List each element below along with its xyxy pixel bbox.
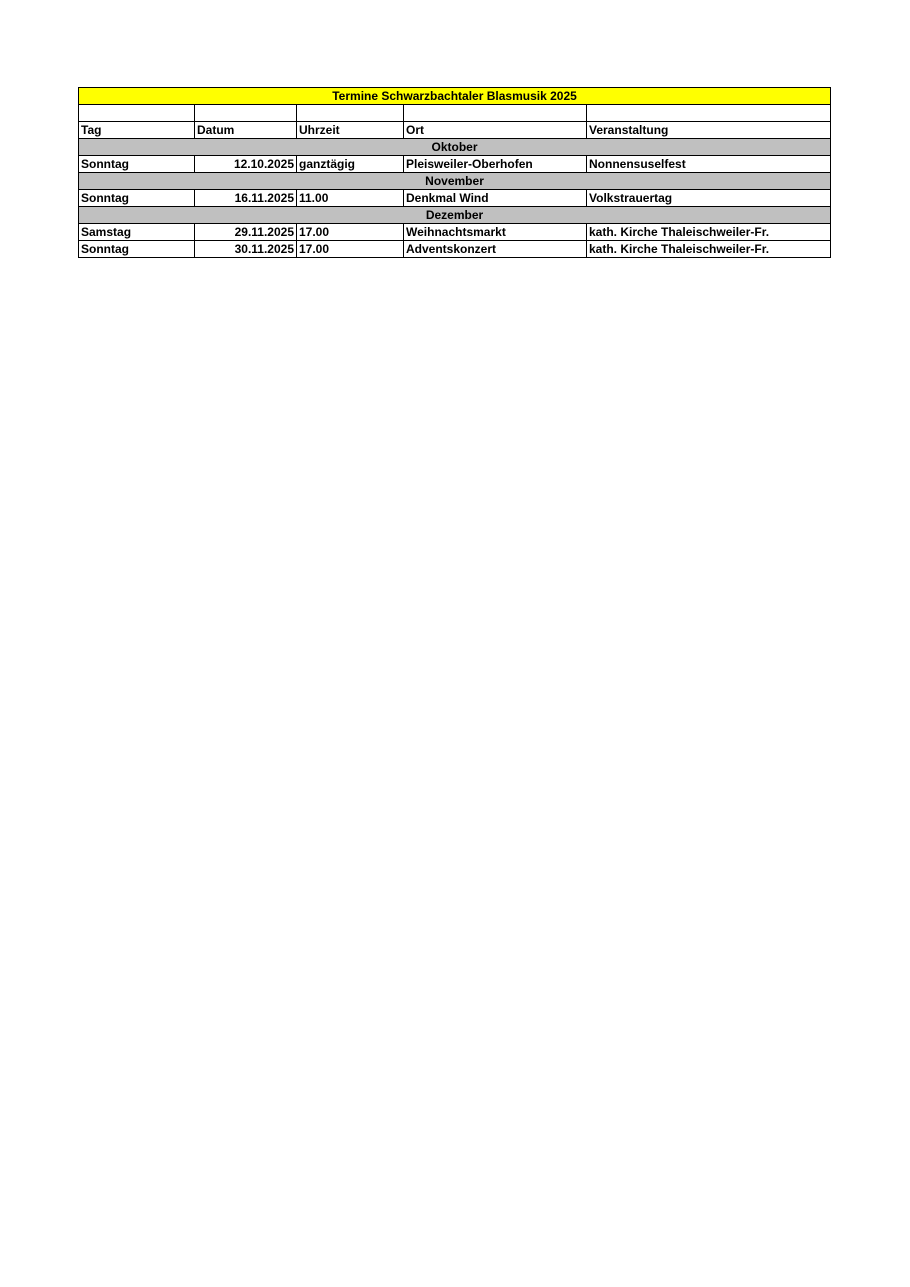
cell-tag: Samstag (79, 224, 195, 241)
month-row-oktober (79, 139, 831, 156)
cell-veranstaltung: kath. Kirche Thaleischweiler-Fr. (587, 241, 831, 258)
month-row-dezember (79, 207, 831, 224)
empty-cell (297, 105, 404, 122)
header-row (79, 122, 831, 139)
column-header-ort: Ort (404, 122, 587, 139)
title-row (79, 88, 831, 105)
cell-datum: 29.11.2025 (195, 224, 297, 241)
cell-veranstaltung: Nonnensuselfest (587, 156, 831, 173)
cell-ort: Pleisweiler-Oberhofen (404, 156, 587, 173)
month-label: November (79, 173, 831, 190)
schedule-sheet (78, 87, 830, 258)
cell-tag: Sonntag (79, 156, 195, 173)
empty-cell (79, 105, 195, 122)
column-header-datum: Datum (195, 122, 297, 139)
cell-uhrzeit: 17.00 (297, 241, 404, 258)
cell-uhrzeit: 11.00 (297, 190, 404, 207)
month-row-november (79, 173, 831, 190)
empty-cell (587, 105, 831, 122)
cell-veranstaltung: Volkstrauertag (587, 190, 831, 207)
spacer-row (79, 105, 831, 122)
column-header-veranstaltung: Veranstaltung (587, 122, 831, 139)
table-row (79, 190, 831, 207)
schedule-table (78, 87, 831, 258)
cell-tag: Sonntag (79, 241, 195, 258)
cell-ort: Weihnachtsmarkt (404, 224, 587, 241)
empty-cell (195, 105, 297, 122)
column-header-tag: Tag (79, 122, 195, 139)
column-header-uhrzeit: Uhrzeit (297, 122, 404, 139)
cell-uhrzeit: 17.00 (297, 224, 404, 241)
cell-datum: 16.11.2025 (195, 190, 297, 207)
cell-datum: 12.10.2025 (195, 156, 297, 173)
month-label: Oktober (79, 139, 831, 156)
cell-ort: Adventskonzert (404, 241, 587, 258)
month-label: Dezember (79, 207, 831, 224)
cell-veranstaltung: kath. Kirche Thaleischweiler-Fr. (587, 224, 831, 241)
table-row (79, 156, 831, 173)
table-row (79, 224, 831, 241)
empty-cell (404, 105, 587, 122)
cell-uhrzeit: ganztägig (297, 156, 404, 173)
cell-ort: Denkmal Wind (404, 190, 587, 207)
cell-datum: 30.11.2025 (195, 241, 297, 258)
table-row (79, 241, 831, 258)
cell-tag: Sonntag (79, 190, 195, 207)
sheet-title: Termine Schwarzbachtaler Blasmusik 2025 (79, 88, 831, 105)
